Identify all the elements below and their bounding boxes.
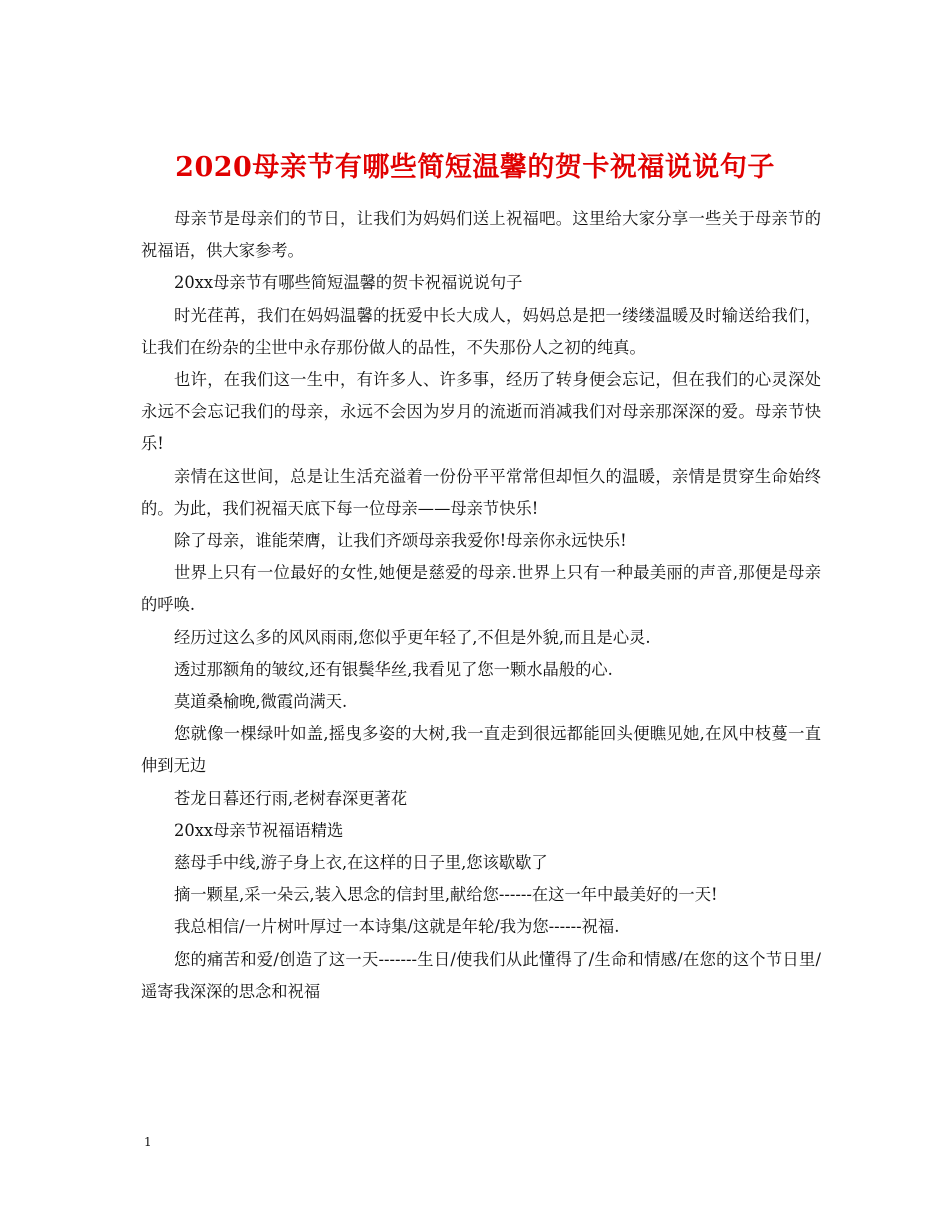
body-paragraph: 经历过这么多的风风雨雨,您似乎更年轻了,不但是外貌,而且是心灵. [174,627,651,647]
body-paragraph: 慈母手中线,游子身上衣,在这样的日子里,您该歇歇了 [174,853,548,873]
body-paragraph: 母亲节是母亲们的节日，让我们为妈妈们送上祝福吧。这里给大家分享一些关于母亲节的祝福语，供大家参考。 [141,209,821,261]
document-body [141,203,821,1008]
body-paragraph: 透过那额角的皱纹,还有银鬓华丝,我看见了您一颗水晶般的心. [174,659,613,679]
body-paragraph: 您就像一棵绿叶如盖,摇曳多姿的大树,我一直走到很远都能回头便瞧见她,在风中枝蔓一直伸到无边 [141,724,821,776]
body-paragraph: 摘一颗星,采一朵云,装入思念的信封里,献给您------在这一年中最美好的一天! [174,885,718,905]
page-number: 1 [144,1135,152,1149]
body-paragraph: 时光荏苒，我们在妈妈温馨的抚爱中长大成人，妈妈总是把一缕缕温暖及时输送给我们，让我们在纷杂的尘世中永存那份做人的品性，不失那份人之初的纯真。 [141,305,821,357]
body-paragraph: 世界上只有一位最好的女性,她便是慈爱的母亲.世界上只有一种最美丽的声音,那便是母亲的呼唤. [141,563,821,615]
body-paragraph: 苍龙日暮还行雨,老树春深更著花 [174,788,408,808]
body-paragraph: 也许，在我们这一生中，有许多人、许多事，经历了转身便会忘记，但在我们的心灵深处永远不会忘记我们的母亲，永远不会因为岁月的流逝而消减我们对母亲那深深的爱。母亲节快乐! [141,370,821,454]
body-paragraph: 除了母亲，谁能荣膺，让我们齐颂母亲我爱你!母亲你永远快乐! [174,531,627,551]
body-paragraph: 莫道桑榆晚,微霞尚满天. [174,692,348,712]
body-paragraph: 您的痛苦和爱/创造了这一天-------生日/使我们从此懂得了/生命和情感/在您的这个节日里/遥寄我深深的思念和祝福 [141,949,821,1001]
document-title: 2020母亲节有哪些简短温馨的贺卡祝福说说句子 [175,152,775,184]
section-heading: 20xx母亲节祝福语精选 [174,820,344,840]
section-heading: 20xx母亲节有哪些简短温馨的贺卡祝福说说句子 [174,273,523,293]
body-paragraph: 亲情在这世间，总是让生活充溢着一份份平平常常但却恒久的温暖，亲情是贯穿生命始终的。为此，我们祝福天底下每一位母亲——母亲节快乐! [141,466,821,518]
body-paragraph: 我总相信/一片树叶厚过一本诗集/这就是年轮/我为您------祝福. [174,917,620,937]
